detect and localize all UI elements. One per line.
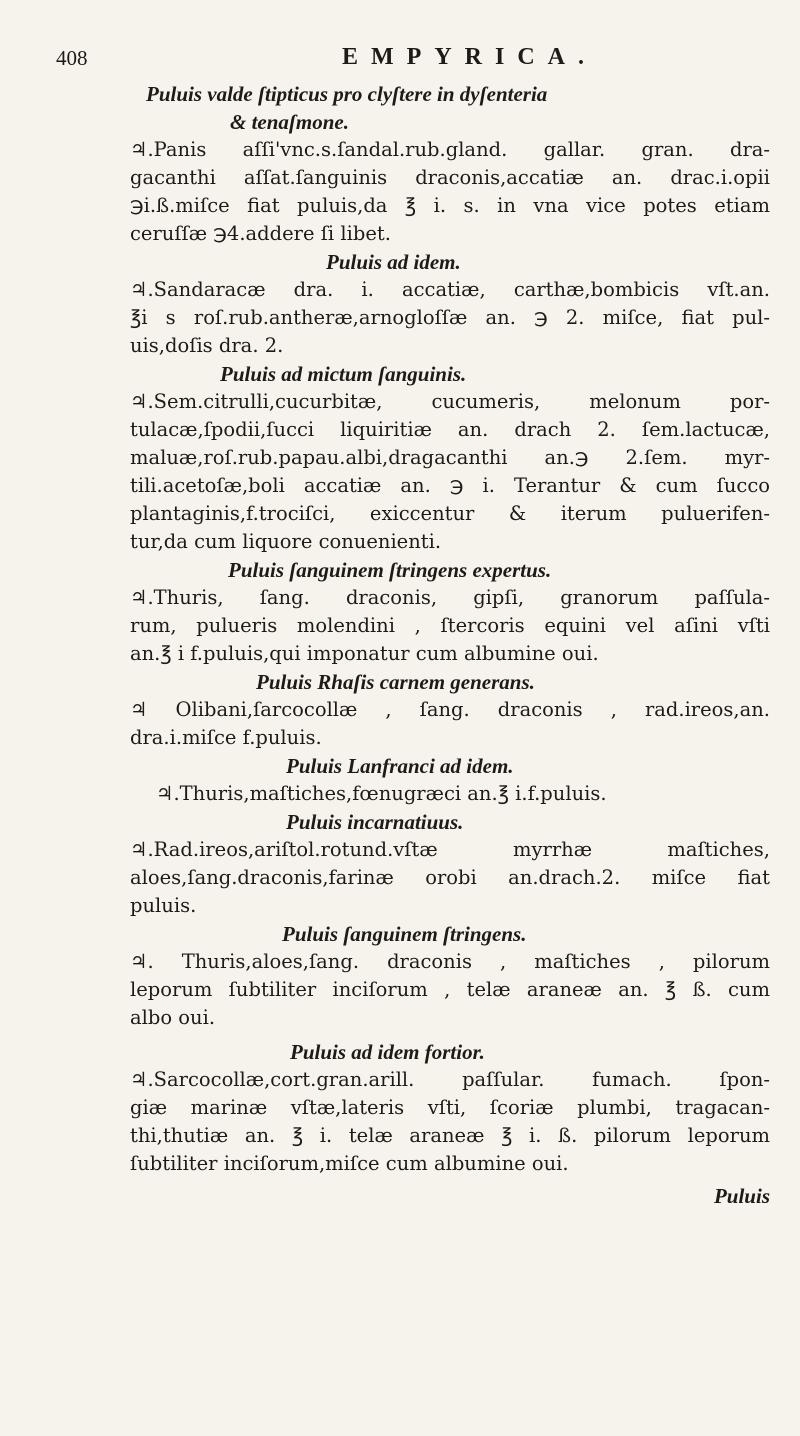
- section-heading: Puluis ſanguinem ſtringens expertus.: [228, 558, 552, 582]
- section-heading: Puluis ſanguinem ſtringens.: [282, 922, 527, 946]
- text-line: ſubtiliter inciſorum,miſce cum albumine oui.: [130, 1152, 569, 1175]
- text-line: maluæ,roſ.rub.papau.albi,dragacanthi an.℈ 2.ſem. myr-: [130, 446, 770, 469]
- text-line: uis,doſis dra. 2.: [130, 334, 284, 357]
- recipe-section: [130, 248, 770, 360]
- page-number: 408: [56, 46, 88, 70]
- recipe-section: [130, 808, 770, 920]
- recipe-section: [130, 360, 770, 556]
- text-line: ♃. Thuris,aloes,ſang. draconis , maſtiches , pilorum: [130, 950, 770, 973]
- section-heading: Puluis valde ſtipticus pro clyſtere in dyſenteria: [146, 82, 548, 106]
- text-line: puluis.: [130, 894, 197, 917]
- text-line: plantaginis,f.trociſci, exiccentur & iterum puluerifen-: [130, 502, 770, 525]
- text-line: aloes,ſang.draconis,farinæ orobi an.drach.2. miſce fiat: [130, 866, 770, 889]
- text-line: tur,da cum liquore conuenienti.: [130, 530, 442, 553]
- text-line: ♃.Sem.citrulli,cucurbitæ, cucumeris, melonum por-: [130, 390, 770, 413]
- text-line: giæ marinæ vſtæ,lateris vſti, ſcoriæ plumbi, tragacan-: [130, 1096, 770, 1119]
- text-line: ♃.Panis aſſi'vnc.s.ſandal.rub.gland. gallar. gran. dra-: [130, 138, 770, 161]
- text-column: [56, 44, 770, 1210]
- recipe-section: [130, 80, 770, 248]
- text-line: ℥i s roſ.rub.antheræ,arnogloſſæ an. ℈ 2. miſce, fiat pul-: [130, 306, 770, 329]
- text-line: ♃.Sandaracæ dra. i. accatiæ, carthæ,bombicis vſt.an.: [130, 278, 770, 301]
- running-head: [56, 44, 770, 80]
- text-line: leporum ſubtiliter inciſorum , telæ araneæ an. ℥ ß. cum: [130, 978, 770, 1001]
- text-line: tulacæ,ſpodii,ſucci liquiritiæ an. drach 2. ſem.lactucæ,: [130, 418, 770, 441]
- text-line: ℈i.ß.miſce fiat puluis,da ℥ i. s. in vna vice potes etiam: [130, 194, 770, 217]
- section-heading: Puluis Lanfranci ad idem.: [286, 754, 514, 778]
- section-heading: Puluis ad mictum ſanguinis.: [220, 362, 467, 386]
- text-line: tili.acetoſæ,boli accatiæ an. ℈ i. Terantur & cum ſucco: [130, 474, 770, 497]
- section-heading: Puluis ad idem fortior.: [290, 1040, 485, 1064]
- text-line: ♃.Rad.ireos,ariſtol.rotund.vſtæ myrrhæ maſtiches,: [130, 838, 770, 861]
- recipe-section: [130, 668, 770, 752]
- text-line: ♃.Thuris,maſtiches,fœnugræci an.℥ i.f.puluis.: [156, 782, 607, 805]
- catchword: Puluis: [713, 1184, 770, 1208]
- recipe-section: [130, 556, 770, 668]
- recipe-section: [130, 920, 770, 1032]
- text-line: ♃ Olibani,ſarcocollæ , ſang. draconis , rad.ireos,an.: [130, 698, 770, 721]
- section-heading: Puluis incarnatiuus.: [286, 810, 464, 834]
- text-line: ♃.Sarcocollæ,cort.gran.arill. paſſular. fumach. ſpon-: [130, 1068, 770, 1091]
- text-line: an.℥ i f.puluis,qui imponatur cum albumine oui.: [130, 642, 599, 665]
- recipe-section: [130, 1038, 770, 1178]
- text-line: ♃.Thuris, ſang. draconis, gipſi, granorum paſſula-: [130, 586, 770, 609]
- section-heading: Puluis Rhaſis carnem generans.: [256, 670, 535, 694]
- section-heading-continued: & tenaſmone.: [230, 110, 349, 134]
- text-line: ceruſſæ ℈4.addere ſi libet.: [130, 222, 391, 245]
- text-line: rum, pulueris molendini , ſtercoris equini vel aſini vſti: [130, 614, 770, 637]
- recipe-section: [130, 752, 770, 808]
- section-heading: Puluis ad idem.: [326, 250, 461, 274]
- running-title: EMPYRICA.: [342, 44, 597, 70]
- text-line: gacanthi aſſat.ſanguinis draconis,accatiæ an. drac.i.opii: [130, 166, 770, 189]
- text-line: dra.i.miſce f.puluis.: [130, 726, 322, 749]
- text-line: thi,thutiæ an. ℥ i. telæ araneæ ℥ i. ß. pilorum leporum: [130, 1124, 770, 1147]
- text-line: albo oui.: [130, 1006, 216, 1029]
